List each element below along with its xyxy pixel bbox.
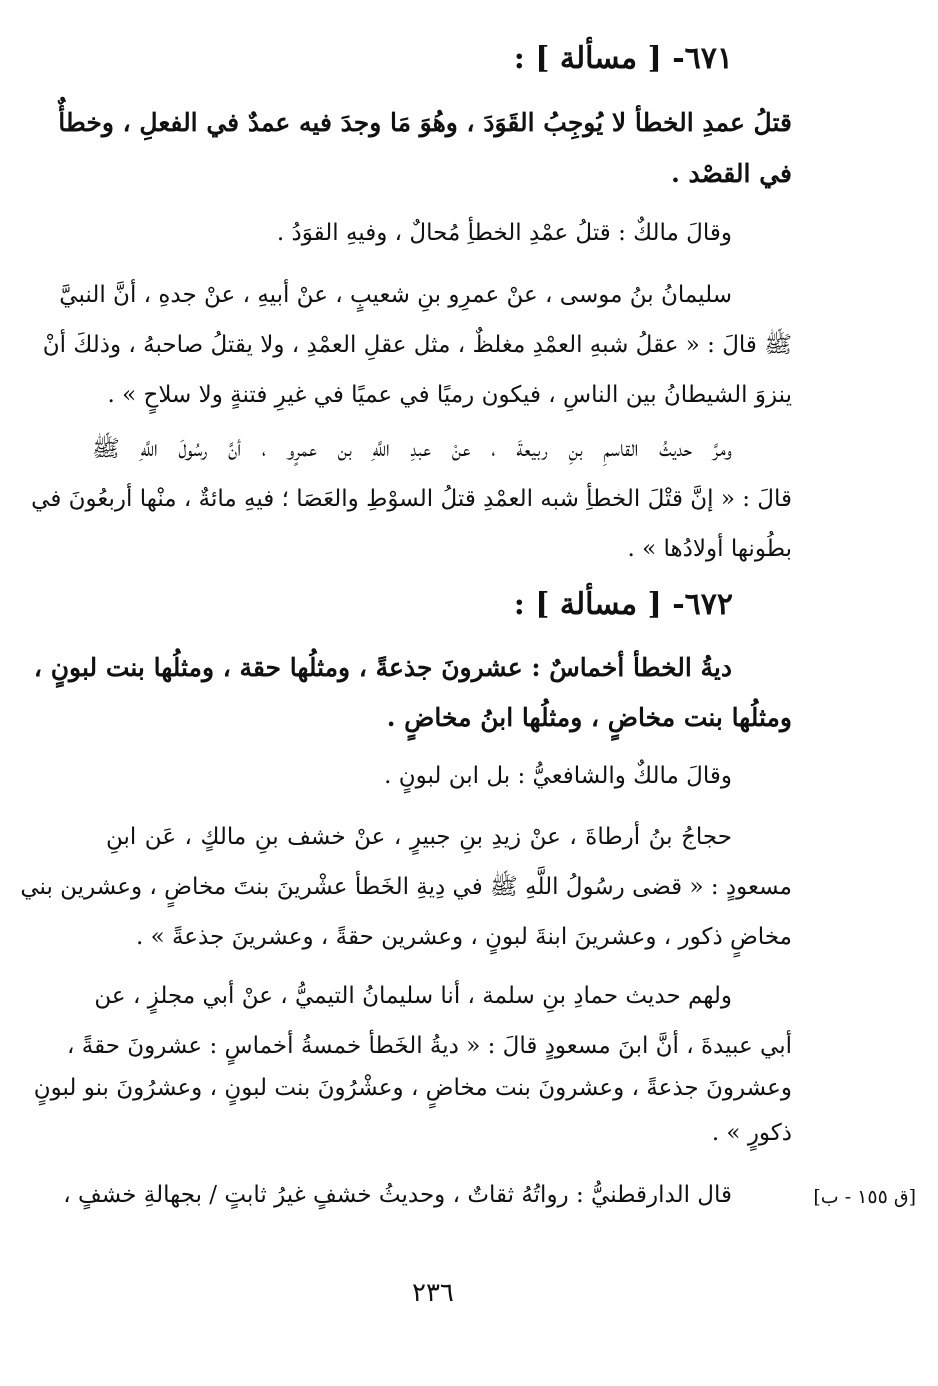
issue-672-hadith-2-line-2: أبي عبيدةَ ، أنَّ ابنَ مسعودٍ قالَ : « ديةُ الخَطأ خمسةُ أخماسٍ : عشرونَ حقةً ، [67, 1033, 792, 1059]
issue-672-daraqutni-statement: قال الدارقطنيُّ : رواتُهُ ثقاتٌ ، وحديثُ خشفٍ غيرُ ثابتٍ / بجهالةِ خشفٍ ، [63, 1182, 732, 1208]
issue-671-hadith-1-line-2: ﷺ قالَ : « عقلُ شبهِ العمْدِ مغلظٌ ، مثل عقلِ العمْدِ ، ولا يقتلُ صاحبهُ ، وذلكَ أنْ [42, 332, 792, 358]
issue-672-hadith-1-line-3: مخاضٍ ذكور ، وعشرينَ ابنةَ لبونٍ ، وعشرين حقةً ، وعشرينَ جذعةً » . [135, 924, 792, 950]
issue-671-statement-line-2: في القصْد . [671, 159, 792, 188]
issue-672-heading: ٦٧٢- [ مسألة ] : [513, 587, 733, 622]
manuscript-folio-marker: [ق ١٥٥ - ب] [813, 1186, 916, 1208]
issue-672-statement-line-1: ديةُ الخطأ أخماسٌ : عشرونَ جذعةً ، ومثلُها حقة ، ومثلُها بنت لبونٍ ، [33, 653, 732, 682]
issue-672-statement-line-2: ومثلُها بنت مخاضٍ ، ومثلُها ابنُ مخاضٍ . [386, 703, 792, 732]
issue-671-hadith-2-line-3: بطُونها أولادُها » . [627, 536, 792, 562]
issue-671-hadith-2-line-1: ومرَّ حديثُ القاسمِ بنِ ربيعةَ ، عنْ عبدِ اللَّهِ بن عمرٍو ، أنَّ رسُولَ اللَّهِ ﷺ [92, 436, 732, 462]
issue-672-malik-shafii-opinion: وقالَ مالكٌ والشافعيُّ : بل ابن لبونٍ . [384, 763, 732, 789]
issue-671-hadith-1-line-3: ينزوَ الشيطانُ بين الناسِ ، فيكون رميًا في عميًا في غيرِ فتنةٍ ولا سلاحٍ » . [107, 382, 792, 408]
issue-672-hadith-1-line-2: مسعودٍ : « قضى رسُولُ اللَّهِ ﷺ في دِيةِ الخَطأ عشْرينَ بنتَ مخاضٍ ، وعشرين بني [20, 874, 792, 900]
page-number: ٢٣٦ [412, 1278, 454, 1308]
issue-672-hadith-2-line-1: ولهم حديث حمادِ بنِ سلمة ، أنا سليمانُ التيميُّ ، عنْ أبي مجلزٍ ، عن [94, 983, 732, 1009]
issue-671-malik-opinion: وقالَ مالكٌ : قتلُ عمْدِ الخطأِ مُحالٌ ، وفيهِ القوَدُ . [276, 220, 732, 246]
issue-671-hadith-2-line-2: قالَ : « إنَّ قتْلَ الخطأِ شبه العمْدِ قتلُ السوْطِ والعَصَا ؛ فيهِ مائةٌ ، منْها أربعُونَ في [31, 486, 792, 512]
issue-671-hadith-1-line-1: سليمانُ بنُ موسى ، عنْ عمرِو بنِ شعيبٍ ، عنْ أبيهِ ، عنْ جدهِ ، أنَّ النبيَّ [59, 282, 732, 308]
issue-672-hadith-2-line-4: ذكورٍ » . [711, 1120, 792, 1146]
issue-671-heading: ٦٧١- [ مسألة ] : [513, 41, 733, 76]
issue-672-hadith-2-line-3: وعشرونَ جذعةً ، وعشرونَ بنت مخاضٍ ، وعشْرُونَ بنت لبونٍ ، وعشرُونَ بنو لبونٍ [33, 1075, 792, 1101]
issue-671-statement-line-1: قتلُ عمدِ الخطأ لا يُوجِبُ القَوَدَ ، وهُوَ مَا وجدَ فيه عمدٌ في الفعلِ ، وخطأٌ [58, 108, 792, 137]
issue-672-hadith-1-line-1: حجاجُ بنُ أرطاةَ ، عنْ زيدِ بنِ جبيرٍ ، عنْ خشف بنِ مالكٍ ، عَن ابنِ [106, 824, 732, 850]
